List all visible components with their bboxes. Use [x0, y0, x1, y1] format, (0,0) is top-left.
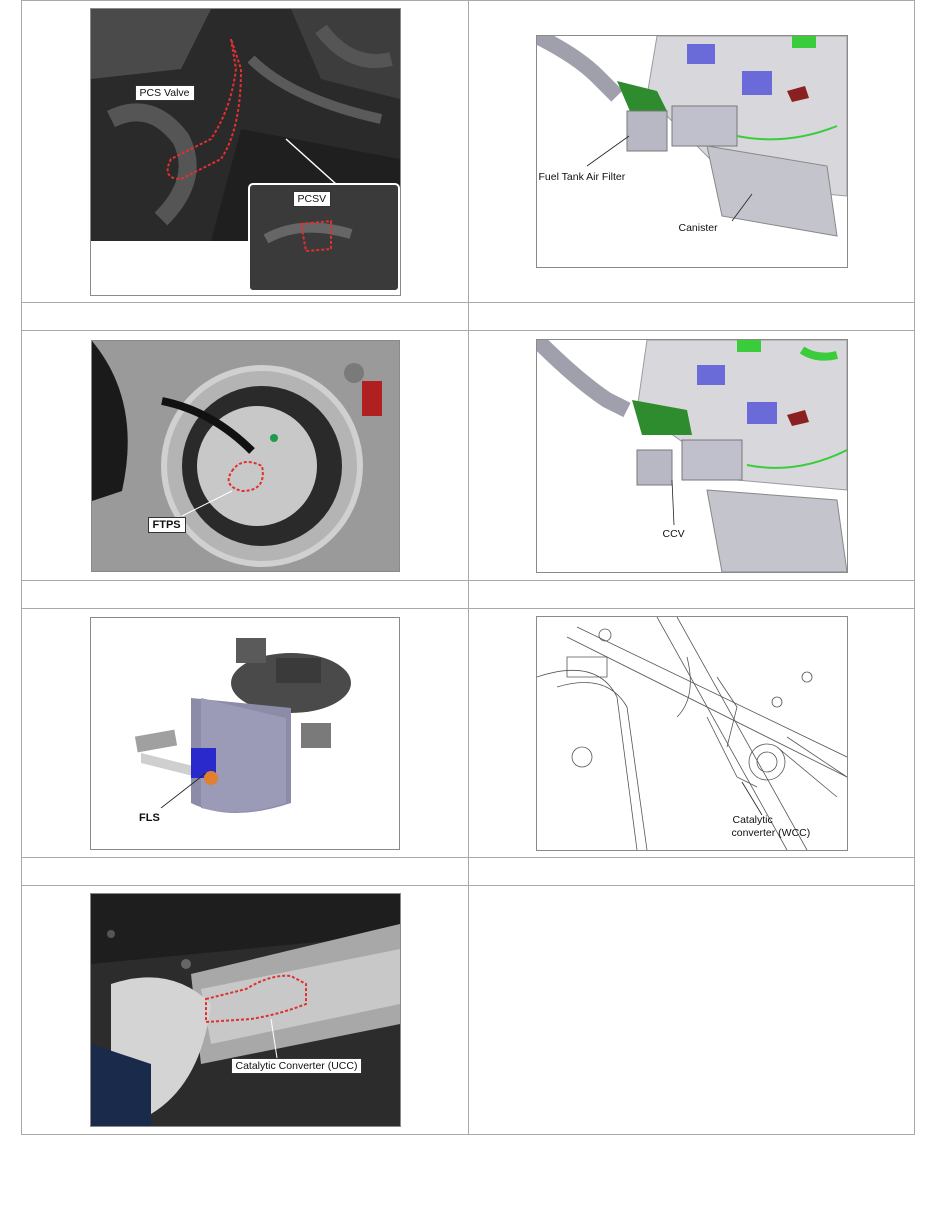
cell-ucc: [22, 886, 469, 1135]
caption-5: [22, 858, 469, 886]
caption-2: [469, 303, 915, 331]
cell-fls: [22, 609, 469, 858]
pcs-valve-label: PCS Valve: [135, 85, 195, 101]
wcc-label-line1: Catalytic: [732, 813, 773, 826]
ucc-photo: [90, 893, 401, 1127]
pcsv-inset-label: PCSV: [293, 191, 332, 207]
wcc-line-drawing: [536, 616, 848, 851]
cell-ftps: [22, 331, 469, 581]
cell-wcc: [469, 609, 915, 858]
caption-4: [469, 581, 915, 609]
ftps-label: FTPS: [148, 517, 186, 533]
fls-diagram: [90, 617, 400, 850]
caption-1: [22, 303, 469, 331]
fuel-tank-air-filter-diagram: [536, 35, 848, 268]
cell-empty: [469, 886, 915, 1135]
fuel-tank-air-filter-label: Fuel Tank Air Filter: [538, 171, 626, 183]
canister-label: Canister: [678, 222, 718, 234]
wcc-label-line2: converter (WCC): [731, 826, 811, 839]
pcs-valve-photo: [90, 8, 401, 296]
ccv-diagram: [536, 339, 848, 573]
cell-pcs-valve: [22, 1, 469, 303]
ftps-photo: [91, 340, 400, 572]
fls-label: FLS: [139, 811, 160, 824]
caption-6: [469, 858, 915, 886]
cell-ccv: [469, 331, 915, 581]
ucc-label: Catalytic Converter (UCC): [231, 1058, 363, 1074]
caption-3: [22, 581, 469, 609]
cell-fuel-tank-air-filter: [469, 1, 915, 303]
component-location-table: [21, 0, 915, 1135]
ccv-label: CCV: [662, 527, 685, 540]
